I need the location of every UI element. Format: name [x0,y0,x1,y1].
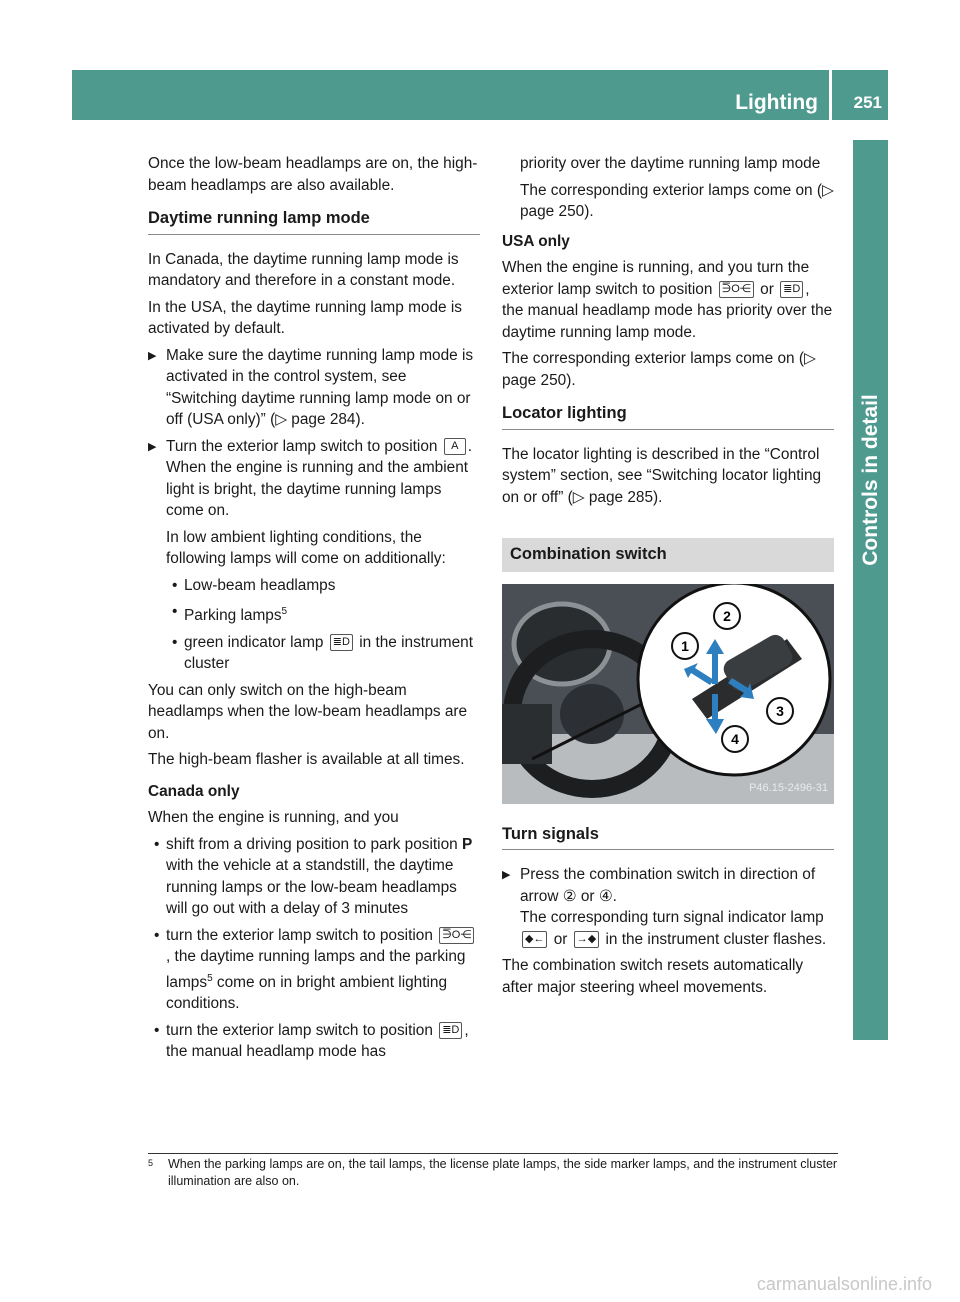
parking-lamp-icon: ⋽O⋲ [719,281,754,298]
callout-2: 2 [723,607,731,624]
bullet-icon: • [172,576,178,594]
combination-switch-figure [502,584,834,804]
bullet-icon: • [172,633,178,651]
list-item: • turn the exterior lamp switch to position ≣D , the manual headlamp mode has [154,1021,469,1061]
instruction-step: ▶ Press the combination switch in direction of arrow ② or ④. The corresponding turn signal indicator lamp ◆← or →◆ in the instrument cluster flashes. [502,866,827,948]
left-column [148,153,480,1068]
list-item: • turn the exterior lamp switch to position ⋽O⋲, the daytime running lamps and the parking lamps$^5$ come on in bright ambient lighting conditions. [148,925,480,1015]
heading-canada-only: Canada only [148,782,240,800]
instruction-step [148,345,480,431]
step-arrow-icon: ▶ [502,869,511,881]
footnote [148,1153,838,1190]
bullet-icon: • [154,1021,160,1039]
list-item: • Low-beam headlamps [166,575,480,597]
side-tab-label: Controls in detail [858,394,882,566]
page-number: 251 [853,93,882,112]
footnote-marker: 5 [207,972,213,984]
instruction-step: ▶ Turn the exterior lamp switch to position A . When the engine is running and the ambient light is bright, the daytime running lamps come on. [148,437,473,519]
continuation-paragraph: priority over the daytime running lamp mode [520,155,821,172]
watermark: carmanualsonline.info [756,1274,932,1294]
paragraph-reset: The combination switch resets automatically after major steering wheel movements. [502,957,804,996]
paragraph-low-ambient: In low ambient lighting conditions, the following lamps will come on additionally: [166,528,446,567]
footnote-marker: 5 [281,606,288,617]
auto-lamp-icon: A [444,438,466,455]
combination-switch-illustration [502,584,834,804]
right-column [502,153,834,1003]
step-text: Turn the exterior lamp switch to position [166,437,438,455]
paragraph-flasher: The high-beam flasher is available at all times. [148,751,465,769]
heading-locator: Locator lighting [502,403,834,430]
list-item: • shift from a driving position to park position P with the vehicle at a standstill, the daytime running lamps or the low-beam headlamps will go out with a delay of 3 minutes [154,835,473,918]
intro-paragraph: Once the low-beam headlamps are on, the high-beam headlamps are also available. [148,155,478,194]
heading-turn-signals: Turn signals [502,824,834,851]
list-item: • Parking lamps$^5$ [172,603,288,625]
list-item: • green indicator lamp ≣D in the instrument cluster [172,633,473,673]
heading-combination-switch: Combination switch [502,538,834,572]
parking-lamp-icon: ⋽O⋲ [439,927,474,944]
low-beam-icon: ≣D [330,634,353,651]
heading-usa-only: USA only [502,232,570,250]
continuation-paragraph: The corresponding exterior lamps come on (▷ page 250). [520,181,834,220]
paragraph-high-beam: You can only switch on the high-beam headlamps when the low-beam headlamps are on. [148,681,468,742]
footnote-text: When the parking lamps are on, the tail lamps, the license plate lamps, the side marker lamps, and the instrument cluster illumination are also on. [168,1157,838,1188]
bullet-icon: • [172,603,178,620]
paragraph-usa: In the USA, the daytime running lamp mode is activated by default. [148,298,462,337]
right-turn-signal-icon: →◆ [574,931,599,948]
paragraph-usa-engine: When the engine is running, and you turn the exterior lamp switch to position ⋽O⋲ or ≣D , the manual headlamp mode has priority over the daytime running lamp mode. [502,259,833,341]
bullet-icon: • [154,926,160,944]
page-header [72,70,888,120]
left-turn-signal-icon: ◆← [522,931,547,948]
step-arrow-icon: ▶ [148,349,157,362]
bullet-icon: • [154,835,160,853]
arrow-2-ref: ② [562,887,577,905]
callout-3: 3 [776,702,784,719]
figure-code: P46.15-2496-31 [749,782,828,794]
footnote-number: 5 [148,1158,154,1168]
paragraph-engine: When the engine is running, and you [148,809,399,827]
paragraph-locator: The locator lighting is described in the “Control system” section, see “Switching locator lighting on or off” (▷ page 285). [502,445,822,506]
header-separator [829,70,832,120]
arrow-4-ref: ④ [598,887,613,905]
low-beam-icon: ≣D [780,281,803,298]
step-text: Make sure the daytime running lamp mode is activated in the control system, see “Switching daytime running lamp mode on or off (USA only)” (▷ page 284). [166,346,474,428]
callout-4: 4 [731,730,739,747]
low-beam-icon: ≣D [439,1022,462,1039]
heading-daytime: Daytime running lamp mode [148,208,480,235]
callout-1: 1 [681,637,689,654]
paragraph-usa-lamps: The corresponding exterior lamps come on (▷ page 250). [502,350,816,389]
step-arrow-icon: ▶ [148,440,157,453]
section-title: Lighting [735,91,818,114]
step-result: When the engine is running and the ambient light is bright, the daytime running lamps come on. [166,459,469,519]
paragraph-canada: In Canada, the daytime running lamp mode is mandatory and therefore in a constant mode. [148,250,459,289]
